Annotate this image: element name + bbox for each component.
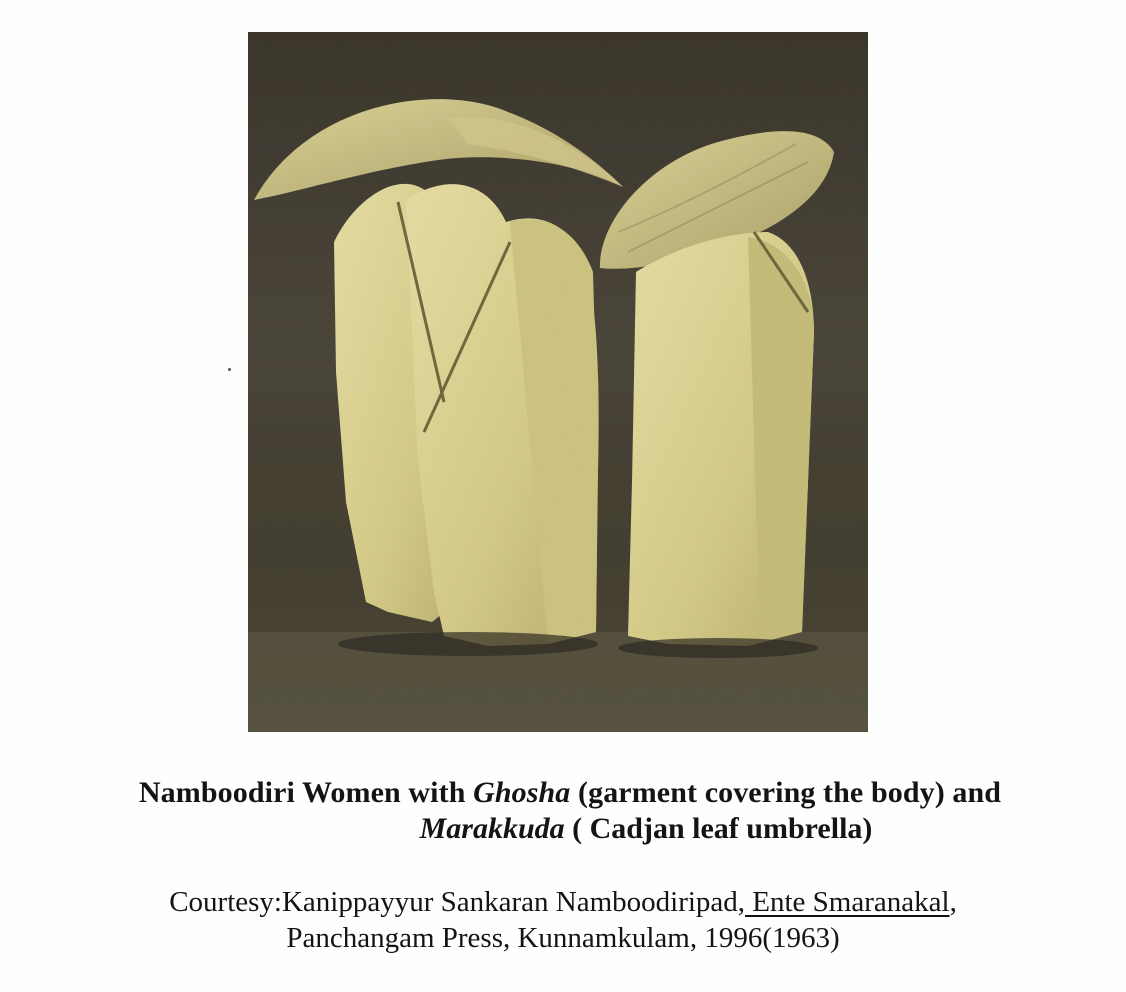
stray-mark (228, 368, 231, 371)
courtesy-line-2 (0, 922, 1126, 955)
photograph-illustration (248, 32, 868, 732)
publisher-info: Panchangam Press, Kunnamkulam, 1996(1963) (286, 922, 840, 954)
caption-text: Namboodiri Women with (138, 776, 474, 809)
caption-line-1 (0, 776, 1126, 810)
courtesy-line-1 (0, 886, 1126, 919)
caption-term-ghosha: Ghosha (473, 776, 571, 809)
courtesy-text: , (949, 886, 957, 918)
caption-line-2 (0, 812, 1126, 846)
caption-text: ( Cadjan leaf umbrella) (564, 812, 873, 845)
book-title: Ente Smaranakal (745, 886, 950, 918)
caption-term-marakkuda: Marakkuda (419, 812, 565, 845)
caption-text: (garment covering the body) and (570, 776, 1002, 809)
photograph (248, 32, 868, 732)
courtesy-text: Courtesy:Kanippayyur Sankaran Namboodiripad, (169, 886, 746, 918)
